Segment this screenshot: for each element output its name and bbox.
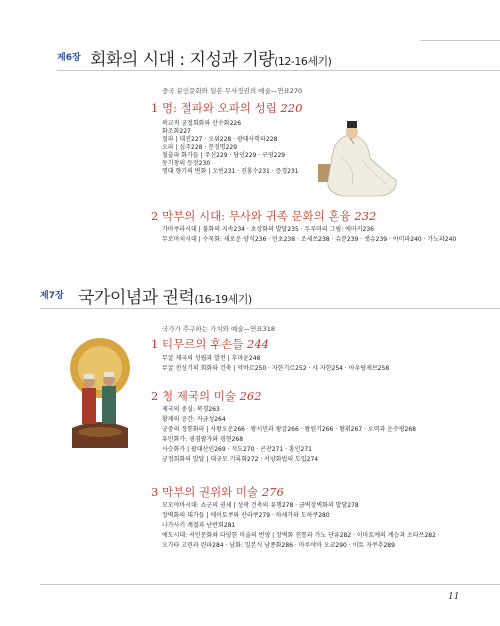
chapter6-number: 제6장 xyxy=(57,53,81,63)
list-item: 철출파 화가들 | 주신229 · 당인229 · 구영229 xyxy=(162,152,286,159)
footer-rule xyxy=(40,584,500,585)
section-title: 1 티무르의 후손들 244 xyxy=(151,337,269,351)
section-items xyxy=(162,406,416,464)
chapter7-title: 국가이념과 권력(16-19세기) xyxy=(78,288,252,308)
list-item: 무로마치시대 | 수묵화: 새로운 양식236 · 민초238 · 조세쓰238 · 슈분239 · 셋슈239 · 아미파240 · 가노파240 xyxy=(162,236,457,243)
list-item: 장벽화의 대가들 | 에이토쿠와 산라쿠279 · 하세가와 도하쿠280 xyxy=(162,512,330,519)
list-item: 무굴 제국의 성립과 발전 | 후마윤248 xyxy=(162,355,261,362)
section-title: 3 막부의 권위와 미술 276 xyxy=(151,485,284,499)
page-number: 11 xyxy=(448,592,460,602)
chapter7-rule xyxy=(40,308,500,309)
section-items xyxy=(162,226,456,244)
list-item: 궁정회화의 발달 | 대규모 기록화272 · 서양화법의 도입274 xyxy=(162,456,319,463)
list-item: 나가사키 계절과 난반회281 xyxy=(162,522,236,529)
section-title: 1 명: 절파와 오파의 성립 220 xyxy=(151,101,303,115)
section-title: 2 청 제국의 미술 262 xyxy=(151,389,262,403)
list-item: 동기창의 등장230 xyxy=(162,160,211,167)
chapter6-rule xyxy=(57,70,500,71)
list-item: 에도시대: 서민문화와 다양한 미술의 번영 | 장벽화 전통과 가노 단유282 · 이마토에의 계승과 소타쓰282 · xyxy=(162,532,440,539)
list-item: 오가타 고린과 린파284 · 남화: 일본식 남종화286 · 마루야마 오쿄290 · 이토 자쿠추289 xyxy=(162,542,395,549)
section-items xyxy=(162,502,440,550)
section-items xyxy=(162,120,299,176)
chapter6-title: 회화의 시대 : 지성과 기량(12-16세기) xyxy=(90,50,332,70)
mughal-painting-illustration xyxy=(64,328,136,448)
list-item: 황제의 공간: 자금성264 xyxy=(162,416,226,423)
list-item: 제국의 중심: 북경263 xyxy=(162,406,220,413)
list-item: 오파 | 심주228 · 문징명229 xyxy=(162,144,238,151)
list-item: 가마쿠라시대 | 불화의 지속234 · 초상화의 발달235 · 두루마리 그림: 에마키236 xyxy=(162,226,374,233)
list-item: 화조화227 xyxy=(162,128,191,135)
list-item: 모모야마시대: 쇼군의 권세 | 성곽 건축의 유행278 · 금벽장벽화의 발달278 xyxy=(162,502,359,509)
top-rule xyxy=(420,40,500,41)
list-item: 명대 향기의 변화 | 오빈231 · 진홍수231 · 증경231 xyxy=(162,168,299,175)
list-item: 사승화가 | 팔대산인269 · 석도270 · 곤잔271 · 홍인271 xyxy=(162,446,312,453)
chapter7-number: 제7장 xyxy=(40,291,64,301)
section-title: 2 막부의 시대: 무사와 귀족 문화의 혼융 232 xyxy=(151,209,377,223)
list-item: 북교적 궁정회화와 산수화226 xyxy=(162,120,242,127)
list-item: 무굴 전성기의 회화와 건축 | 악바르250 · 자한기르252 · 샤 자한254 · 아우랑제브258 xyxy=(162,365,390,372)
list-item: 유민화가: 굉겸팔가와 굉현268 xyxy=(162,436,244,443)
list-item: 절파 | 대진227 · 오위228 · 광태사학파228 xyxy=(162,136,278,143)
seated-scholar-illustration xyxy=(312,118,400,200)
list-item: 궁중의 정통화파 | 사왕오운266 · 왕시민과 왕감266 · 왕원기266 · 왕휘267 · 오력과 운수평268 xyxy=(162,426,416,433)
chapter7-intro: 국가가 추구하는 가치와 예술—연표318 xyxy=(162,325,276,333)
chapter6-intro: 중국 분인문화와 일본 무사정권의 예술—연표270 xyxy=(162,87,303,95)
section-items xyxy=(162,355,389,373)
